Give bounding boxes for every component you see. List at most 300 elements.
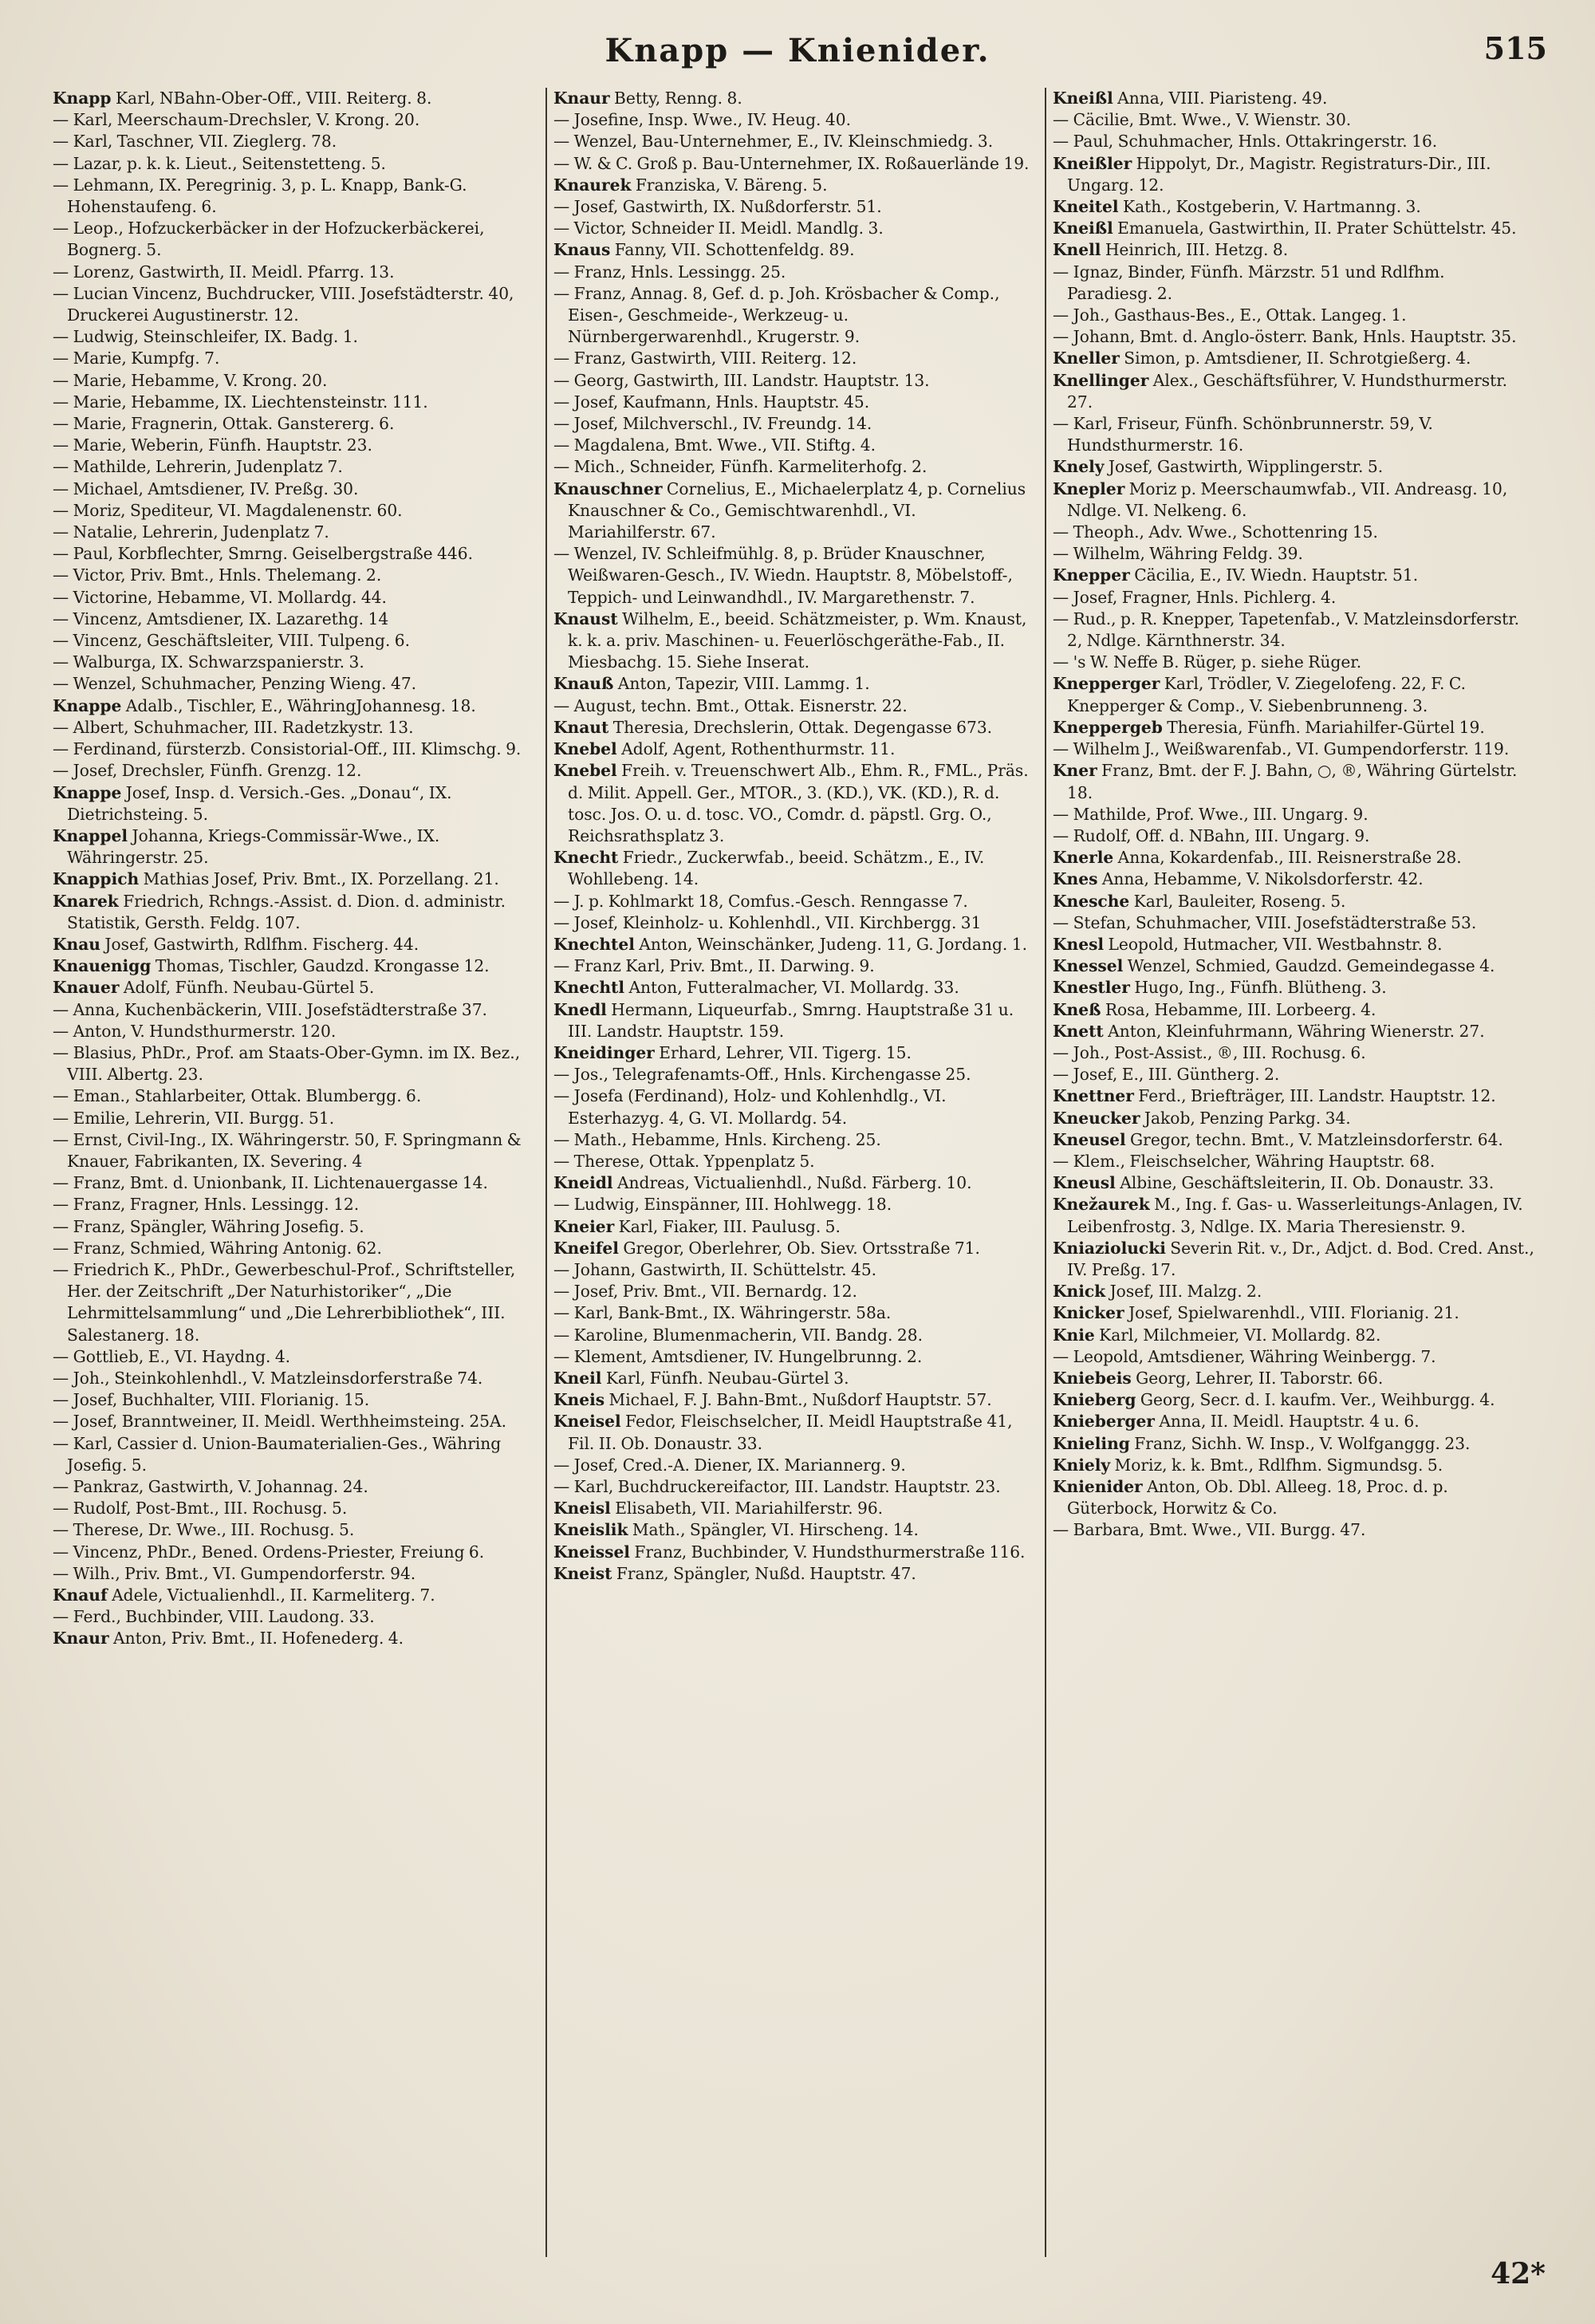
- entry-text: Erhard, Lehrer, VII. Tigerg. 15.: [654, 1042, 912, 1062]
- entry-text: — Franz, Annag. 8, Gef. d. p. Joh. Krösbacher & Comp., Eisen-, Geschmeide-, Werkzeug- u. Nürnbergerwarenhdl., Krugerstr. 9.: [553, 283, 1000, 347]
- entry-surname: Kneist: [553, 1563, 612, 1583]
- column-middle: [545, 88, 1045, 2257]
- entry-text: — Ignaz, Binder, Fünfh. Märzstr. 51 und Rdlfhm. Paradiesg. 2.: [1053, 262, 1445, 303]
- directory-entry: [553, 175, 1035, 196]
- entry-text: — Rudolf, Off. d. NBahn, III. Ungarg. 9.: [1053, 825, 1370, 845]
- entry-text: Severin Rit. v., Dr., Adjct. d. Bod. Cred. Anst., IV. Preßg. 17.: [1067, 1238, 1534, 1279]
- directory-entry: [553, 1389, 1035, 1411]
- directory-entry: [553, 1302, 1035, 1324]
- entry-text: Anna, Kokardenfab., III. Reisnerstraße 28.: [1113, 848, 1462, 868]
- entry-text: — Karl, Friseur, Fünfh. Schönbrunnerstr. 59, V. Hundsthurmerstr. 16.: [1053, 414, 1433, 455]
- entry-surname: Kneis: [553, 1390, 605, 1410]
- entry-text: — Jos., Telegrafenamts-Off., Hnls. Kirchengasse 25.: [553, 1065, 971, 1085]
- directory-entry: [1053, 1346, 1534, 1368]
- entry-surname: Knerle: [1053, 848, 1114, 868]
- directory-entry: [53, 1108, 536, 1129]
- entry-text: — Barbara, Bmt. Wwe., VII. Burgg. 47.: [1053, 1520, 1366, 1540]
- directory-entry: [1053, 1172, 1534, 1194]
- entry-surname: Knaust: [553, 609, 618, 628]
- directory-entry: [53, 609, 536, 630]
- directory-entry: [553, 1476, 1035, 1498]
- directory-entry: [553, 1411, 1035, 1454]
- entry-surname: Knauer: [53, 978, 120, 998]
- entry-text: — Josef, Buchhalter, VIII. Florianig. 15.: [53, 1390, 370, 1410]
- entry-text: Josef, Spielwarenhdl., VIII. Florianig. 21.: [1124, 1303, 1459, 1323]
- entry-surname: Knechtel: [553, 934, 635, 954]
- directory-entry: [553, 456, 1035, 478]
- directory-entry: [53, 1042, 536, 1085]
- entry-text: — Marie, Hebamme, IX. Liechtensteinstr. 111.: [53, 392, 428, 412]
- directory-entry: [1053, 218, 1534, 239]
- entry-text: — Josef, Fragner, Hnls. Pichlerg. 4.: [1053, 587, 1337, 607]
- directory-entry: [1053, 1368, 1534, 1389]
- directory-entry: [553, 109, 1035, 131]
- entry-text: Adolf, Fünfh. Neubau-Gürtel 5.: [119, 978, 375, 998]
- directory-entry: [553, 739, 1035, 760]
- entry-surname: Knarek: [53, 891, 119, 911]
- entry-text: — Cäcilie, Bmt. Wwe., V. Wienstr. 30.: [1053, 110, 1352, 130]
- directory-entry: [53, 825, 536, 869]
- entry-surname: Kneidl: [553, 1173, 613, 1193]
- directory-entry: [1053, 1281, 1534, 1302]
- entry-surname: Knieberger: [1053, 1412, 1155, 1432]
- directory-entry: [1053, 1389, 1534, 1411]
- directory-entry: [553, 218, 1035, 239]
- entry-text: — Paul, Korbflechter, Smrng. Geiselbergstraße 446.: [53, 544, 473, 564]
- directory-entry: [553, 1259, 1035, 1281]
- directory-entry: [53, 1628, 536, 1649]
- entry-surname: Knell: [1053, 240, 1101, 260]
- entry-surname: Kniebeis: [1053, 1368, 1132, 1388]
- entry-surname: Kneisel: [553, 1412, 621, 1432]
- entry-text: — Vincenz, Geschäftsleiter, VIII. Tulpeng. 6.: [53, 631, 411, 651]
- entry-text: — Karl, Meerschaum-Drechsler, V. Krong. 20.: [53, 110, 420, 130]
- directory-entry: [553, 262, 1035, 283]
- entry-text: Cornelius, E., Michaelerplatz 4, p. Cornelius Knauschner & Co., Gemischtwarenhdl., VI. Mariahilferstr. 67.: [568, 479, 1026, 542]
- directory-entry: [53, 1519, 536, 1541]
- directory-entry: [553, 1151, 1035, 1172]
- directory-entry: [1053, 891, 1534, 912]
- directory-entry: [53, 782, 536, 825]
- entry-text: — Vincenz, PhDr., Bened. Ordens-Priester, Freiung 6.: [53, 1542, 485, 1562]
- entry-surname: Kneißler: [1053, 153, 1132, 173]
- directory-entry: [53, 934, 536, 955]
- entry-text: — Lehmann, IX. Peregrinig. 3, p. L. Knapp, Bank-G. Hohenstaufeng. 6.: [53, 175, 467, 217]
- entry-text: Anton, Ob. Dbl. Alleeg. 18, Proc. d. p. Güterbock, Horwitz & Co.: [1067, 1477, 1448, 1518]
- entry-text: — Ludwig, Einspänner, III. Hohlwegg. 18.: [553, 1195, 892, 1215]
- directory-entry: [1053, 1302, 1534, 1324]
- directory-entry: [53, 175, 536, 218]
- directory-entry: [553, 543, 1035, 609]
- directory-entry: [553, 196, 1035, 218]
- entry-text: — August, techn. Bmt., Ottak. Eisnerstr. 22.: [553, 695, 908, 715]
- entry-text: — Franz, Schmied, Währing Antonig. 62.: [53, 1238, 382, 1258]
- entry-text: — Josef, Kaufmann, Hnls. Hauptstr. 45.: [553, 392, 870, 412]
- entry-text: — Mathilde, Lehrerin, Judenplatz 7.: [53, 457, 343, 477]
- entry-text: Kath., Kostgeberin, V. Hartmanng. 3.: [1118, 197, 1421, 217]
- directory-entry: [53, 1542, 536, 1563]
- entry-surname: Knebel: [553, 761, 617, 781]
- entry-text: Albine, Geschäftsleiterin, II. Ob. Donaustr. 33.: [1115, 1173, 1495, 1193]
- directory-entry: [1053, 131, 1534, 152]
- directory-entry: [553, 88, 1035, 109]
- entry-text: Simon, p. Amtsdiener, II. Schrotgießerg. 4.: [1119, 349, 1471, 368]
- directory-entry: [1053, 479, 1534, 522]
- entry-surname: Knellinger: [1053, 370, 1149, 390]
- directory-entry: [1053, 196, 1534, 218]
- entry-surname: Kneissel: [553, 1542, 630, 1562]
- entry-text: Cäcilia, E., IV. Wiedn. Hauptstr. 51.: [1129, 565, 1419, 585]
- directory-entry: [1053, 305, 1534, 326]
- directory-entry: [53, 543, 536, 565]
- entry-text: — Therese, Ottak. Yppenplatz 5.: [553, 1151, 815, 1171]
- directory-entry: [1053, 1085, 1534, 1107]
- entry-surname: Kneißl: [1053, 89, 1113, 108]
- entry-surname: Kniaziolucki: [1053, 1238, 1166, 1258]
- directory-entry: [53, 435, 536, 456]
- entry-text: — Karl, Buchdruckereifactor, III. Landstr. Hauptstr. 23.: [553, 1477, 1001, 1496]
- entry-text: Franziska, V. Bäreng. 5.: [631, 175, 828, 195]
- entry-text: — Leopold, Amtsdiener, Währing Weinbergg. 7.: [1053, 1346, 1436, 1366]
- directory-entry: [53, 1172, 536, 1194]
- directory-entry: [53, 1433, 536, 1476]
- entry-text: Betty, Renng. 8.: [609, 89, 742, 108]
- entry-text: — Johann, Bmt. d. Anglo-österr. Bank, Hnls. Hauptstr. 35.: [1053, 327, 1517, 347]
- directory-entry: [1053, 1108, 1534, 1129]
- directory-entry: [53, 1346, 536, 1368]
- entry-text: Heinrich, III. Hetzg. 8.: [1101, 240, 1289, 260]
- directory-entry: [53, 348, 536, 369]
- directory-entry: [53, 131, 536, 152]
- entry-text: Anna, II. Meidl. Hauptstr. 4 u. 6.: [1154, 1412, 1420, 1432]
- directory-entry: [1053, 153, 1534, 196]
- directory-columns: [46, 88, 1546, 2257]
- entry-text: — Josef, Cred.-A. Diener, IX. Mariannerg. 9.: [553, 1455, 906, 1475]
- entry-text: — Wenzel, Schuhmacher, Penzing Wieng. 47.: [53, 674, 417, 694]
- directory-entry: [53, 587, 536, 609]
- entry-surname: Knicker: [1053, 1303, 1124, 1323]
- directory-entry: [53, 456, 536, 478]
- directory-entry: [553, 392, 1035, 413]
- entry-text: Adalb., Tischler, E., WähringJohannesg. 18.: [121, 695, 476, 715]
- entry-text: Wilhelm, E., beeid. Schätzmeister, p. Wm. Knaust, k. k. a. priv. Maschinen- u. Feuerlöschgeräthe-Fab., II. Miesbachg. 15. Siehe Inserat.: [568, 609, 1027, 672]
- entry-surname: Knieberg: [1053, 1390, 1136, 1410]
- page-number: 515: [1483, 30, 1547, 66]
- directory-entry: [553, 673, 1035, 695]
- entry-text: — Franz, Spängler, Währing Josefig. 5.: [53, 1216, 364, 1236]
- entry-text: — Franz, Bmt. d. Unionbank, II. Lichtenauergasse 14.: [53, 1173, 488, 1193]
- entry-surname: Knau: [53, 934, 100, 954]
- entry-text: — Ferdinand, fürsterzb. Consistorial-Off., III. Klimschg. 9.: [53, 739, 522, 759]
- directory-entry: [1053, 456, 1534, 478]
- directory-entry: [1053, 673, 1534, 716]
- entry-text: — Walburga, IX. Schwarzspanierstr. 3.: [53, 652, 364, 672]
- directory-entry: [53, 262, 536, 283]
- entry-text: — Albert, Schuhmacher, III. Radetzkystr. 13.: [53, 717, 414, 737]
- entry-text: — Karl, Taschner, VII. Zieglerg. 78.: [53, 132, 337, 152]
- directory-entry: [1053, 1129, 1534, 1151]
- directory-entry: [53, 1129, 536, 1172]
- entry-text: Mathias Josef, Priv. Bmt., IX. Porzellang. 21.: [139, 869, 499, 889]
- directory-entry: [553, 999, 1035, 1042]
- entry-surname: Kneil: [553, 1368, 602, 1388]
- directory-entry: [53, 717, 536, 739]
- directory-entry: [553, 413, 1035, 435]
- directory-entry: [553, 1346, 1035, 1368]
- directory-entry: [53, 500, 536, 522]
- entry-text: — Gottlieb, E., VI. Haydng. 4.: [53, 1346, 291, 1366]
- entry-text: Anton, Priv. Bmt., II. Hofenederg. 4.: [108, 1629, 404, 1648]
- directory-entry: [553, 239, 1035, 261]
- entry-text: Rosa, Hebamme, III. Lorbeerg. 4.: [1101, 999, 1376, 1019]
- entry-text: — Victor, Priv. Bmt., Hnls. Thelemang. 2.: [53, 565, 382, 585]
- directory-entry: [553, 934, 1035, 955]
- running-title: Knapp — Knienider.: [605, 32, 990, 69]
- directory-entry: [53, 565, 536, 586]
- entry-surname: Knieling: [1053, 1433, 1130, 1453]
- directory-entry: [1053, 326, 1534, 348]
- directory-entry: [553, 912, 1035, 934]
- entry-text: Alex., Geschäftsführer, V. Hundsthurmerstr. 27.: [1067, 370, 1508, 412]
- directory-entry: [1053, 370, 1534, 413]
- entry-text: — Stefan, Schuhmacher, VIII. Josefstädterstraße 53.: [1053, 912, 1477, 932]
- directory-entry: [53, 739, 536, 760]
- entry-text: — Josefine, Insp. Wwe., IV. Heug. 40.: [553, 110, 851, 130]
- entry-text: Andreas, Victualienhdl., Nußd. Färberg. 10.: [612, 1173, 972, 1193]
- directory-entry: [553, 1519, 1035, 1541]
- entry-text: Josef, Gastwirth, Rdlfhm. Fischerg. 44.: [100, 934, 419, 954]
- directory-entry: [53, 630, 536, 652]
- entry-surname: Kneppergeb: [1053, 717, 1163, 737]
- directory-entry: [1053, 587, 1534, 609]
- directory-entry: [1053, 609, 1534, 652]
- entry-surname: Kneusel: [1053, 1129, 1126, 1149]
- directory-entry: [553, 1563, 1035, 1585]
- entry-text: Thomas, Tischler, Gaudzd. Krongasse 12.: [151, 956, 490, 976]
- directory-entry: [1053, 1238, 1534, 1281]
- directory-entry: [53, 413, 536, 435]
- entry-text: Theresia, Fünfh. Mariahilfer-Gürtel 19.: [1162, 717, 1485, 737]
- directory-entry: [553, 955, 1035, 977]
- directory-entry: [53, 1368, 536, 1389]
- entry-text: — Franz Karl, Priv. Bmt., II. Darwing. 9.: [553, 956, 875, 976]
- entry-surname: Knappe: [53, 695, 122, 715]
- entry-surname: Knappel: [53, 825, 128, 845]
- entry-text: — Josef, Priv. Bmt., VII. Bernardg. 12.: [553, 1282, 857, 1302]
- directory-entry: [53, 370, 536, 392]
- entry-text: — Pankraz, Gastwirth, V. Johannag. 24.: [53, 1477, 368, 1496]
- entry-text: — Franz, Fragner, Hnls. Lessingg. 12.: [53, 1195, 360, 1215]
- entry-text: — Wilhelm, Währing Feldg. 39.: [1053, 544, 1303, 564]
- directory-entry: [553, 1542, 1035, 1563]
- entry-surname: Knett: [1053, 1021, 1104, 1041]
- directory-entry: [53, 1238, 536, 1259]
- directory-entry: [1053, 652, 1534, 673]
- directory-entry: [1053, 413, 1534, 456]
- entry-surname: Knienider: [1053, 1477, 1143, 1496]
- directory-entry: [1053, 717, 1534, 739]
- entry-text: — Rudolf, Post-Bmt., III. Rochusg. 5.: [53, 1499, 348, 1518]
- directory-entry: [1053, 760, 1534, 803]
- directory-entry: [53, 109, 536, 131]
- entry-text: Karl, NBahn-Ober-Off., VIII. Reiterg. 8.: [111, 89, 432, 108]
- directory-entry: [1053, 1151, 1534, 1172]
- entry-text: — Karoline, Blumenmacherin, VII. Bandg. 28.: [553, 1325, 923, 1345]
- directory-entry: [1053, 239, 1534, 261]
- entry-text: Franz, Bmt. der F. J. Bahn, ○, ®, Währing Gürtelstr. 18.: [1067, 761, 1518, 802]
- entry-text: Fedor, Fleischselcher, II. Meidl Hauptstraße 41, Fil. II. Ob. Donaustr. 33.: [568, 1412, 1013, 1453]
- entry-surname: Kneller: [1053, 349, 1120, 368]
- directory-entry: [53, 760, 536, 782]
- directory-entry: [1053, 847, 1534, 869]
- signature-mark: 42*: [1491, 2257, 1546, 2291]
- entry-surname: Knauf: [53, 1585, 108, 1605]
- directory-entry: [1053, 869, 1534, 890]
- entry-text: — Josef, E., III. Güntherg. 2.: [1053, 1065, 1280, 1085]
- directory-entry: [553, 1042, 1035, 1064]
- directory-entry: [553, 153, 1035, 175]
- directory-entry: [53, 652, 536, 673]
- entry-text: — Karl, Cassier d. Union-Baumaterialien-Ges., Währing Josefig. 5.: [53, 1433, 502, 1475]
- entry-surname: Knauschner: [553, 479, 663, 498]
- directory-entry: [553, 695, 1035, 717]
- entry-surname: Knaur: [53, 1629, 109, 1648]
- entry-text: Fanny, VII. Schottenfeldg. 89.: [610, 240, 855, 260]
- entry-text: — Wilh., Priv. Bmt., VI. Gumpendorferstr. 94.: [53, 1563, 416, 1583]
- entry-surname: Knaus: [553, 240, 611, 260]
- entry-text: — Josef, Kleinholz- u. Kohlenhdl., VII. Kirchbergg. 31: [553, 912, 982, 932]
- directory-entry: [553, 1129, 1035, 1151]
- entry-surname: Knauenigg: [53, 956, 152, 976]
- directory-entry: [1053, 262, 1534, 305]
- entry-surname: Knappe: [53, 782, 122, 802]
- directory-entry: [553, 891, 1035, 912]
- entry-surname: Kniely: [1053, 1455, 1111, 1475]
- directory-entry: [53, 1585, 536, 1606]
- directory-entry: [553, 1194, 1035, 1215]
- entry-text: — Anton, V. Hundsthurmerstr. 120.: [53, 1021, 337, 1041]
- entry-surname: Knaurek: [553, 175, 632, 195]
- entry-text: — Rud., p. R. Knepper, Tapetenfab., V. Matzleinsdorferstr. 2, Ndlge. Kärnthnerstr. 34.: [1053, 609, 1520, 651]
- directory-entry: [553, 479, 1035, 544]
- directory-entry: [553, 1281, 1035, 1302]
- entry-text: — Joh., Steinkohlenhdl., V. Matzleinsdorferstraße 74.: [53, 1368, 483, 1388]
- entry-text: — Math., Hebamme, Hnls. Kircheng. 25.: [553, 1129, 881, 1149]
- entry-text: — Victor, Schneider II. Meidl. Mandlg. 3.: [553, 219, 884, 238]
- entry-text: — Marie, Fragnerin, Ottak. Ganstererg. 6.: [53, 414, 395, 434]
- entry-surname: Kneucker: [1053, 1108, 1140, 1128]
- directory-entry: [1053, 1325, 1534, 1346]
- entry-text: — Eman., Stahlarbeiter, Ottak. Blumbergg. 6.: [53, 1086, 422, 1106]
- entry-surname: Kneitel: [1053, 197, 1119, 217]
- directory-entry: [553, 977, 1035, 999]
- directory-entry: [53, 673, 536, 695]
- entry-text: — Joh., Gasthaus-Bes., E., Ottak. Langeg. 1.: [1053, 305, 1407, 325]
- entry-text: — Marie, Hebamme, V. Krong. 20.: [53, 370, 328, 390]
- directory-entry: [553, 435, 1035, 456]
- entry-text: — Lazar, p. k. k. Lieut., Seitenstetteng. 5.: [53, 153, 386, 173]
- directory-entry: [53, 1606, 536, 1628]
- entry-text: — Blasius, PhDr., Prof. am Staats-Ober-Gymn. im IX. Bez., VIII. Albertg. 23.: [53, 1042, 521, 1085]
- directory-entry: [53, 977, 536, 999]
- entry-text: — Victorine, Hebamme, VI. Mollardg. 44.: [53, 587, 387, 607]
- entry-text: — Ludwig, Steinschleifer, IX. Badg. 1.: [53, 327, 358, 347]
- directory-entry: [53, 891, 536, 934]
- directory-entry: [53, 869, 536, 890]
- directory-entry: [1053, 1433, 1534, 1455]
- entry-text: Josef, Gastwirth, Wipplingerstr. 5.: [1104, 457, 1384, 477]
- directory-entry: [1053, 565, 1534, 586]
- entry-surname: Knežaurek: [1053, 1195, 1150, 1215]
- entry-text: Michael, F. J. Bahn-Bmt., Nußdorf Hauptstr. 57.: [605, 1390, 992, 1410]
- entry-surname: Kneislik: [553, 1520, 628, 1540]
- entry-text: — Josef, Branntweiner, II. Meidl. Werthheimsteing. 25A.: [53, 1412, 507, 1432]
- directory-entry: [1053, 804, 1534, 825]
- entry-text: Karl, Fiaker, III. Paulusg. 5.: [614, 1216, 841, 1236]
- entry-text: — Franz, Hnls. Lessingg. 25.: [553, 262, 786, 282]
- directory-entry: [53, 1194, 536, 1215]
- entry-text: — Georg, Gastwirth, III. Landstr. Hauptstr. 13.: [553, 370, 930, 390]
- directory-entry: [53, 1476, 536, 1498]
- entry-text: Theresia, Drechslerin, Ottak. Degengasse 673.: [608, 717, 993, 737]
- directory-entry: [53, 1085, 536, 1107]
- directory-entry: [1053, 1476, 1534, 1519]
- entry-text: Hermann, Liqueurfab., Smrng. Hauptstraße 31 u. III. Landstr. Hauptstr. 159.: [568, 999, 1014, 1041]
- directory-entry: [53, 153, 536, 175]
- entry-text: — Marie, Weberin, Fünfh. Hauptstr. 23.: [53, 435, 372, 455]
- entry-text: — Wenzel, IV. Schleifmühlg. 8, p. Brüder Knauschner, Weißwaren-Gesch., IV. Wiedn. Hauptstr. 8, Möbelstoff-, Teppich- und Leinwandhdl., IV. Margarethenstr. 7.: [553, 544, 1013, 607]
- entry-surname: Knely: [1053, 457, 1105, 477]
- entry-text: Franz, Sichh. W. Insp., V. Wolfganggg. 23.: [1129, 1433, 1471, 1453]
- entry-text: — Vincenz, Amtsdiener, IX. Lazarethg. 14: [53, 609, 389, 628]
- directory-entry: [1053, 1519, 1534, 1541]
- entry-text: — Marie, Kumpfg. 7.: [53, 349, 220, 368]
- directory-entry: [53, 1021, 536, 1042]
- entry-surname: Knaut: [553, 717, 609, 737]
- entry-text: — Wenzel, Bau-Unternehmer, E., IV. Kleinschmiedg. 3.: [553, 132, 994, 152]
- entry-text: — Michael, Amtsdiener, IV. Preßg. 30.: [53, 479, 359, 498]
- entry-text: — Josefa (Ferdinand), Holz- und Kohlenhdlg., VI. Esterhazyg. 4, G. VI. Mollardg. 54.: [553, 1086, 947, 1128]
- entry-text: Johanna, Kriegs-Commissär-Wwe., IX. Währingerstr. 25.: [67, 825, 440, 868]
- entry-text: Adele, Victualienhdl., II. Karmeliterg. 7.: [107, 1585, 435, 1605]
- entry-text: — Josef, Drechsler, Fünfh. Grenzg. 12.: [53, 761, 362, 781]
- directory-entry: [553, 1368, 1035, 1389]
- entry-surname: Knepper: [1053, 565, 1130, 585]
- entry-surname: Knepler: [1053, 479, 1125, 498]
- directory-entry: [553, 348, 1035, 369]
- directory-entry: [1053, 1042, 1534, 1064]
- entry-surname: Knie: [1053, 1325, 1095, 1345]
- entry-surname: Kneidinger: [553, 1042, 655, 1062]
- entry-text: Friedr., Zuckerwfab., beeid. Schätzm., E., IV. Wohllebeng. 14.: [568, 848, 985, 889]
- entry-text: Franz, Buchbinder, V. Hundsthurmerstraße 116.: [629, 1542, 1026, 1562]
- entry-surname: Knedl: [553, 999, 607, 1019]
- entry-surname: Knecht: [553, 848, 619, 868]
- entry-text: — Friedrich K., PhDr., Gewerbeschul-Prof., Schriftsteller, Her. der Zeitschrift „Der Naturhistoriker“, „Die Lehrmittelsammlung“ und „Die Lehrerbibliothek“, III. Salestanerg. 18.: [53, 1259, 516, 1345]
- entry-surname: Kner: [1053, 761, 1097, 781]
- entry-text: Moriz, k. k. Bmt., Rdlfhm. Sigmundsg. 5.: [1110, 1455, 1443, 1475]
- entry-text: Anton, Kleinfuhrmann, Währing Wienerstr. 27.: [1103, 1021, 1485, 1041]
- entry-text: — Johann, Gastwirth, II. Schüttelstr. 45.: [553, 1259, 877, 1279]
- directory-entry: [53, 283, 536, 326]
- entry-text: Josef, Insp. d. Versich.-Ges. „Donau“, IX. Dietrichsteing. 5.: [67, 782, 452, 824]
- entry-text: Freih. v. Treuenschwert Alb., Ehm. R., FML., Präs. d. Milit. Appell. Ger., MTOR., 3. (KD.), VK. (KD.), R. d. tosc. Jos. O. u. d. tosc. VO., Comdr. d. päpstl. Grg. O., Reichsrathsplatz 3.: [568, 761, 1029, 845]
- directory-entry: [53, 1563, 536, 1585]
- entry-text: — Ferd., Buchbinder, VIII. Laudong. 33.: [53, 1607, 375, 1627]
- directory-entry: [1053, 88, 1534, 109]
- entry-text: Moriz p. Meerschaumwfab., VII. Andreasg. 10, Ndlge. VI. Nelkeng. 6.: [1067, 479, 1508, 520]
- directory-entry: [53, 1411, 536, 1432]
